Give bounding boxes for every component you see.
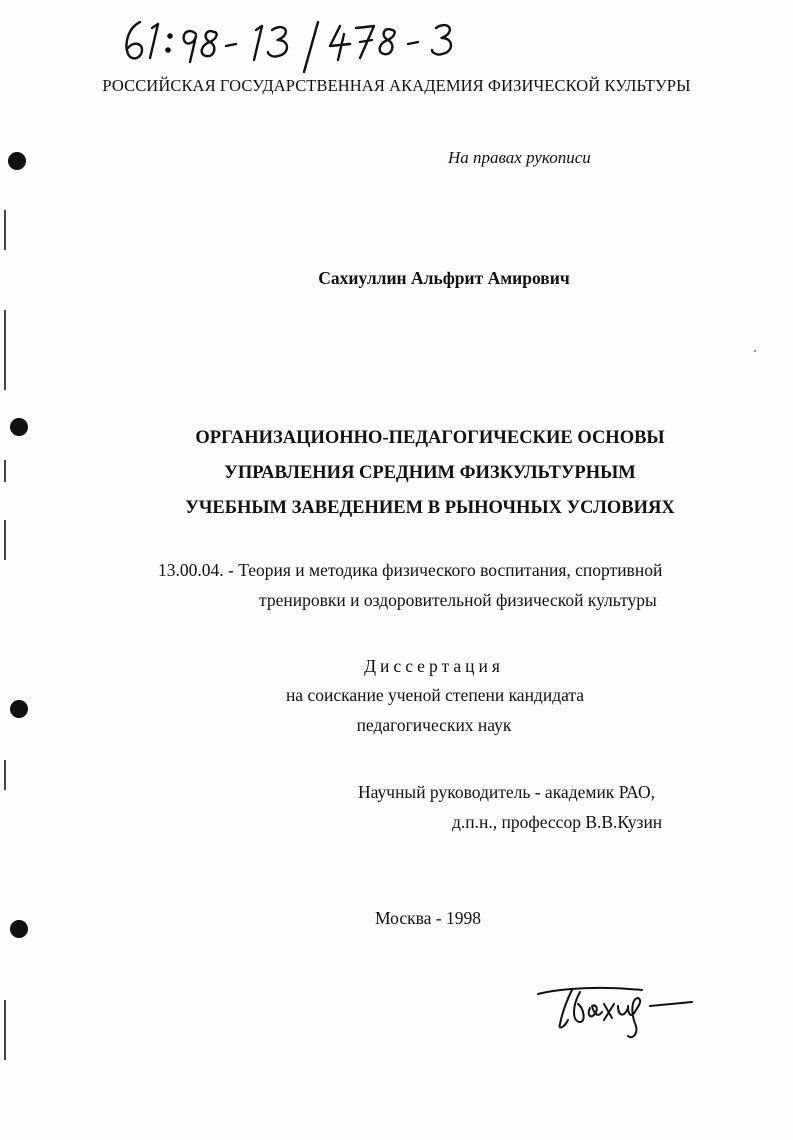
page-edge-mark — [4, 210, 6, 250]
dissertation-degree: на соискание ученой степени кандидата — [285, 685, 585, 705]
title-line: УПРАВЛЕНИЯ СРЕДНИМ ФИЗКУЛЬТУРНЫМ — [224, 463, 636, 483]
manuscript-rights-note: На правах рукописи — [448, 148, 591, 167]
handwritten-archive-mark — [118, 14, 498, 74]
page-edge-mark — [4, 460, 6, 482]
page-edge-mark — [4, 1000, 6, 1060]
page-edge-mark — [4, 760, 6, 790]
dissertation-title — [120, 421, 740, 526]
signature-drawing — [532, 972, 702, 1044]
advisor-line-1: Научный руководитель - академик РАО, — [358, 782, 655, 802]
title-line: ОРГАНИЗАЦИОННО-ПЕДАГОГИЧЕСКИЕ ОСНОВЫ — [195, 428, 665, 448]
title-line: УЧЕБНЫМ ЗАВЕДЕНИЕМ В РЫНОЧНЫХ УСЛОВИЯХ — [185, 498, 675, 518]
city-year: Москва - 1998 — [375, 908, 481, 928]
dissertation-type: Диссертация — [364, 656, 504, 676]
binder-hole — [10, 700, 28, 718]
dissertation-field: педагогических наук — [356, 715, 512, 735]
advisor-line-2: д.п.н., профессор В.В.Кузин — [452, 812, 663, 832]
binder-hole — [10, 418, 28, 436]
page-edge-mark — [4, 520, 6, 560]
scan-speck — [754, 350, 756, 352]
signature — [532, 972, 702, 1044]
specialty-line-1: 13.00.04. - Теория и методика физического воспитания, спортивной — [158, 560, 663, 580]
author-name: Сахиуллин Альфрит Амирович — [318, 268, 570, 288]
institution-name: РОССИЙСКАЯ ГОСУДАРСТВЕННАЯ АКАДЕМИЯ ФИЗИЧЕСКОЙ КУЛЬТУРЫ — [102, 76, 691, 95]
binder-hole — [8, 152, 26, 170]
specialty-line-2: тренировки и оздоровительной физической культуры — [259, 590, 657, 610]
binder-hole — [10, 920, 28, 938]
archive-mark-drawing — [118, 14, 498, 74]
page-edge-mark — [4, 310, 6, 390]
